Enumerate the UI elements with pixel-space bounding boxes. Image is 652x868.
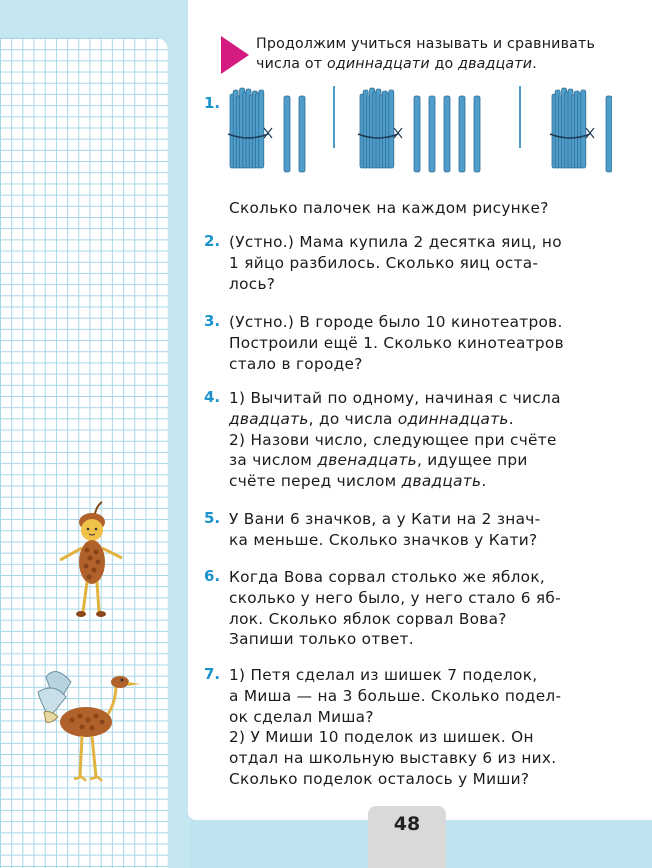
task-5-text: У Вани 6 значков, а у Кати на 2 знач- ка меньше. Сколько значков у Кати? xyxy=(229,510,541,549)
figure-divider-1 xyxy=(333,86,335,148)
task-2-text: (Устно.) Мама купила 2 десятка яиц, но 1 яйцо разбилось. Сколько яиц оста- лось? xyxy=(229,233,562,293)
loose-stick xyxy=(459,96,465,172)
figure-divider-2 xyxy=(519,86,521,148)
bundle-knot xyxy=(586,128,594,138)
task-6-text: Когда Вова сорвал столько же яблок, сколько у него было, у него стало 6 яб- лок. Сколько яблок сорвал Вова? Запиши только ответ. xyxy=(229,568,561,649)
loose-stick xyxy=(444,96,450,172)
task-3-number: 3. xyxy=(204,312,221,330)
loose-stick xyxy=(474,96,480,172)
intro-text xyxy=(256,34,616,74)
pinecone-ostrich-illustration xyxy=(36,662,146,787)
intro-line-2: числа от одиннадцати до двадцати. xyxy=(256,56,537,72)
bundle-stick xyxy=(259,90,264,168)
loose-stick xyxy=(414,96,420,172)
bundle-knot xyxy=(264,128,272,138)
loose-stick xyxy=(606,96,612,172)
loose-stick xyxy=(284,96,290,172)
intro-line-1: Продолжим учиться называть и сравнивать xyxy=(256,36,596,52)
page-number: 48 xyxy=(393,813,421,835)
counting-sticks-figure xyxy=(228,84,612,184)
pink-triangle-marker xyxy=(221,36,249,74)
bundle-stick xyxy=(389,90,394,168)
intro-block xyxy=(221,34,621,74)
task-2-number: 2. xyxy=(204,232,221,250)
task-7-number: 7. xyxy=(204,665,221,683)
loose-stick xyxy=(429,96,435,172)
task-1-question: Сколько палочек на каждом рисунке? xyxy=(229,199,549,217)
stick-group-1 xyxy=(228,88,305,172)
task-6-number: 6. xyxy=(204,567,221,585)
bundle-knot xyxy=(394,128,402,138)
pinecone-boy-illustration xyxy=(52,500,132,625)
task-5-number: 5. xyxy=(204,509,221,527)
task-4-number: 4. xyxy=(204,388,221,406)
task-4-text: 1) Вычитай по одному, начиная с числа двадцать, до числа одиннадцать. 2) Назови число, следующее при счёте за числом двенадцать, идущее при счёте перед числом двадцать. xyxy=(229,389,561,491)
bundle-stick xyxy=(581,90,586,168)
loose-stick xyxy=(299,96,305,172)
task-7-text: 1) Петя сделал из шишек 7 поделок, а Миша — на 3 больше. Сколько подел- ок сделал Миша? 2) У Миши 10 поделок из шишек. Он отдал на школьную выставку 6 из них. Сколько поделок осталось у Миши? xyxy=(229,666,562,788)
stick-group-2 xyxy=(358,88,480,172)
stick-group-3 xyxy=(550,88,612,172)
task-1-number: 1. xyxy=(204,94,221,112)
task-3-text: (Устно.) В городе было 10 кинотеатров. Построили ещё 1. Сколько кинотеатров стало в городе? xyxy=(229,313,564,373)
